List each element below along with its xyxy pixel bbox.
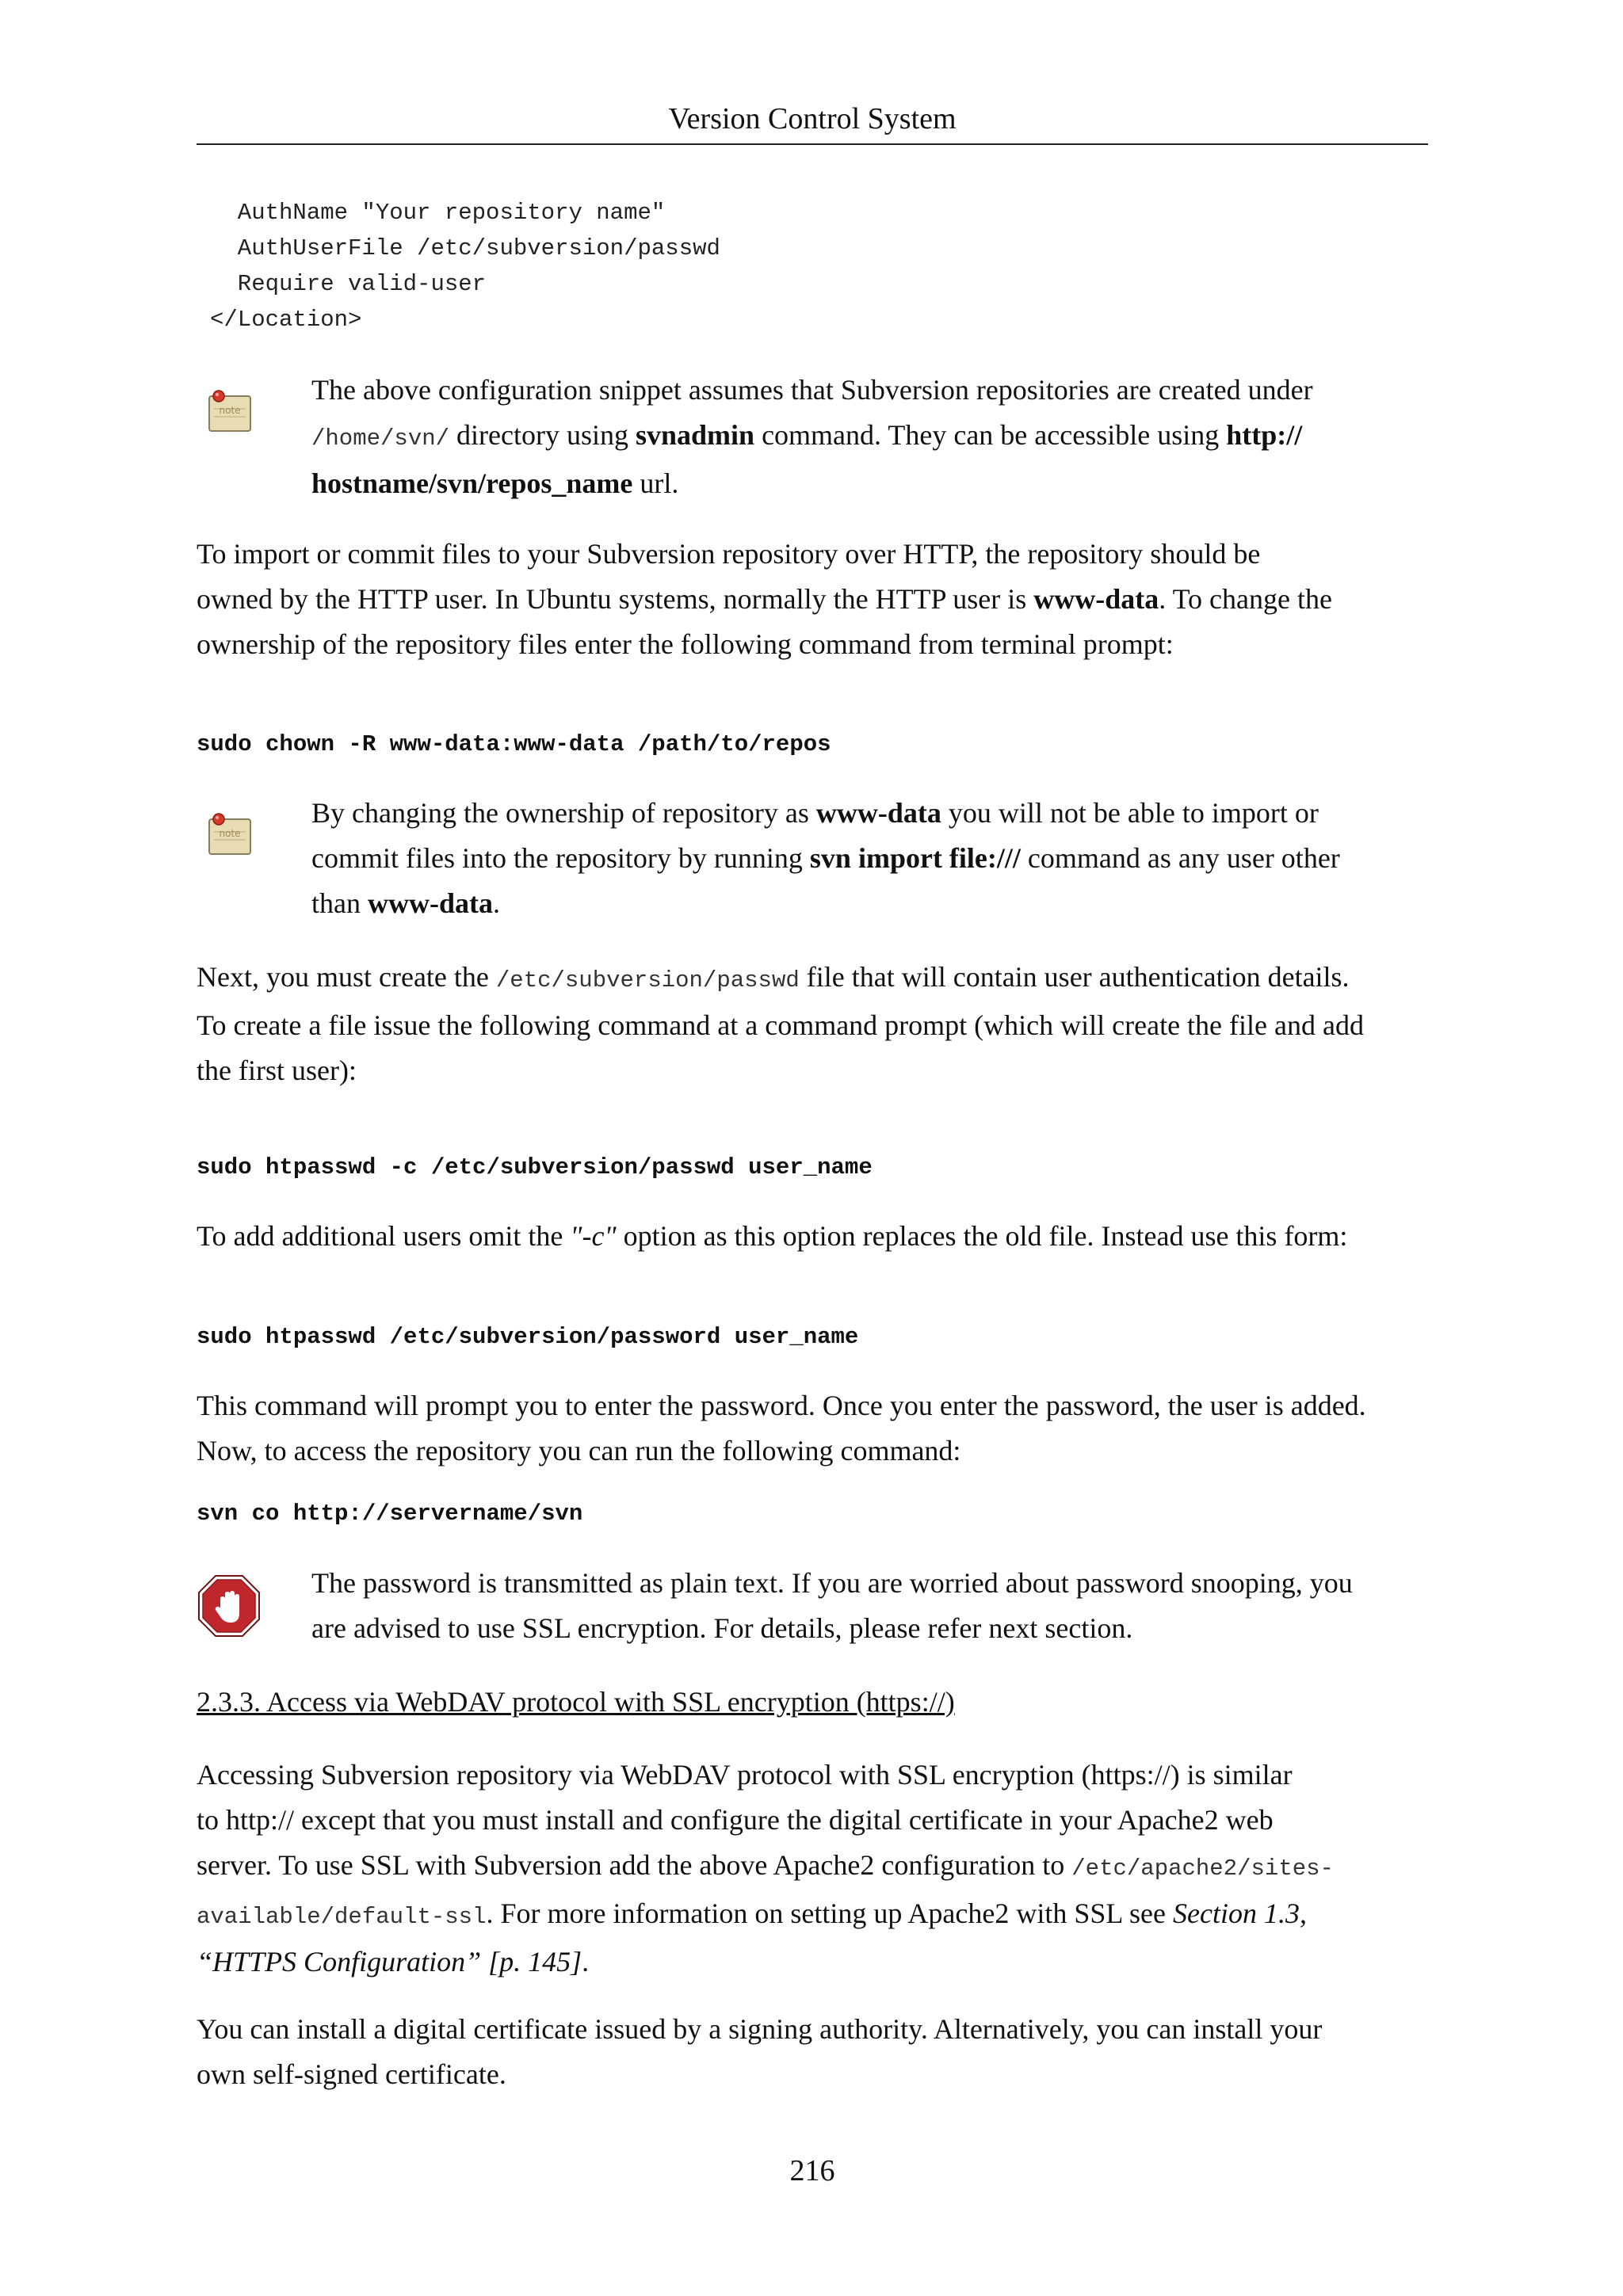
inline-path: /home/svn/ <box>311 425 450 452</box>
cross-reference-link[interactable]: Section 1.3, <box>1173 1897 1307 1929</box>
inline-path: /etc/subversion/passwd <box>495 967 800 994</box>
paragraph: To add additional users omit the "-c" option as this option replaces the old file. Instead use this form: <box>197 1220 1348 1252</box>
paragraph: Next, you must create the /etc/subversion/passwd file that will contain user authentication details. To create a file issue the following command at a command prompt (which will create the file and add the first user): <box>197 961 1364 1086</box>
svg-text:note: note <box>219 828 241 839</box>
code-line: AuthUserFile /etc/subversion/passwd <box>210 235 720 261</box>
command-line: svn co http://servername/svn <box>197 1501 583 1527</box>
code-line: AuthName "Your repository name" <box>210 200 666 226</box>
code-line: </Location> <box>210 307 362 333</box>
paragraph: Accessing Subversion repository via WebDAV protocol with SSL encryption (https://) is similar to http:// except that you must install and configure the digital certificate in your Apache2 web server. To use SSL with Subversion add the above Apache2 configuration to /etc/apache2/sites- available/default-ssl. For more information on setting up Apache2 with SSL see Section 1.3, “HTTPS Configuration” [p. 145]. <box>197 1759 1334 1978</box>
warning-text: The password is transmitted as plain text. If you are worried about password snooping, you are advised to use SSL encryption. For details, please refer next section. <box>311 1567 1353 1644</box>
inline-path: /etc/apache2/sites- <box>1071 1855 1334 1882</box>
note-icon <box>204 385 257 437</box>
note-icon <box>204 808 257 860</box>
command-line: sudo chown -R www-data:www-data /path/to/repos <box>197 731 831 757</box>
note-text: The above configuration snippet assumes that Subversion repositories are created under /home/svn/ directory using svnadmin command. They can be accessible using http:// hostname/svn/repos_name url. <box>311 374 1313 499</box>
stop-hand-icon <box>197 1573 262 1638</box>
command-line: sudo htpasswd -c /etc/subversion/passwd user_name <box>197 1154 873 1180</box>
command-line: sudo htpasswd /etc/subversion/password user_name <box>197 1324 859 1350</box>
config-snippet <box>210 195 720 338</box>
header-rule <box>197 143 1428 145</box>
note-text: By changing the ownership of repository as www-data you will not be able to import or commit files into the repository by running svn import file:/// command as any user other than www-data. <box>311 797 1340 919</box>
running-header: Version Control System <box>668 102 957 135</box>
page-number: 216 <box>789 2154 835 2187</box>
cross-reference-link[interactable]: “HTTPS Configuration” [p. 145] <box>197 1946 582 1978</box>
code-line: Require valid-user <box>210 271 487 297</box>
svg-text:note: note <box>219 405 241 416</box>
inline-path: available/default-ssl <box>197 1904 487 1930</box>
paragraph: You can install a digital certificate issued by a signing authority. Alternatively, you can install your own self-signed certificate. <box>197 2013 1323 2090</box>
paragraph: To import or commit files to your Subversion repository over HTTP, the repository should be owned by the HTTP user. In Ubuntu systems, normally the HTTP user is www-data. To change the ownership of the repository files enter the following command from terminal prompt: <box>197 538 1332 660</box>
paragraph: This command will prompt you to enter the password. Once you enter the password, the user is added. Now, to access the repository you can run the following command: <box>197 1390 1366 1466</box>
section-heading[interactable]: 2.3.3. Access via WebDAV protocol with SSL encryption (https://) <box>197 1686 955 1718</box>
